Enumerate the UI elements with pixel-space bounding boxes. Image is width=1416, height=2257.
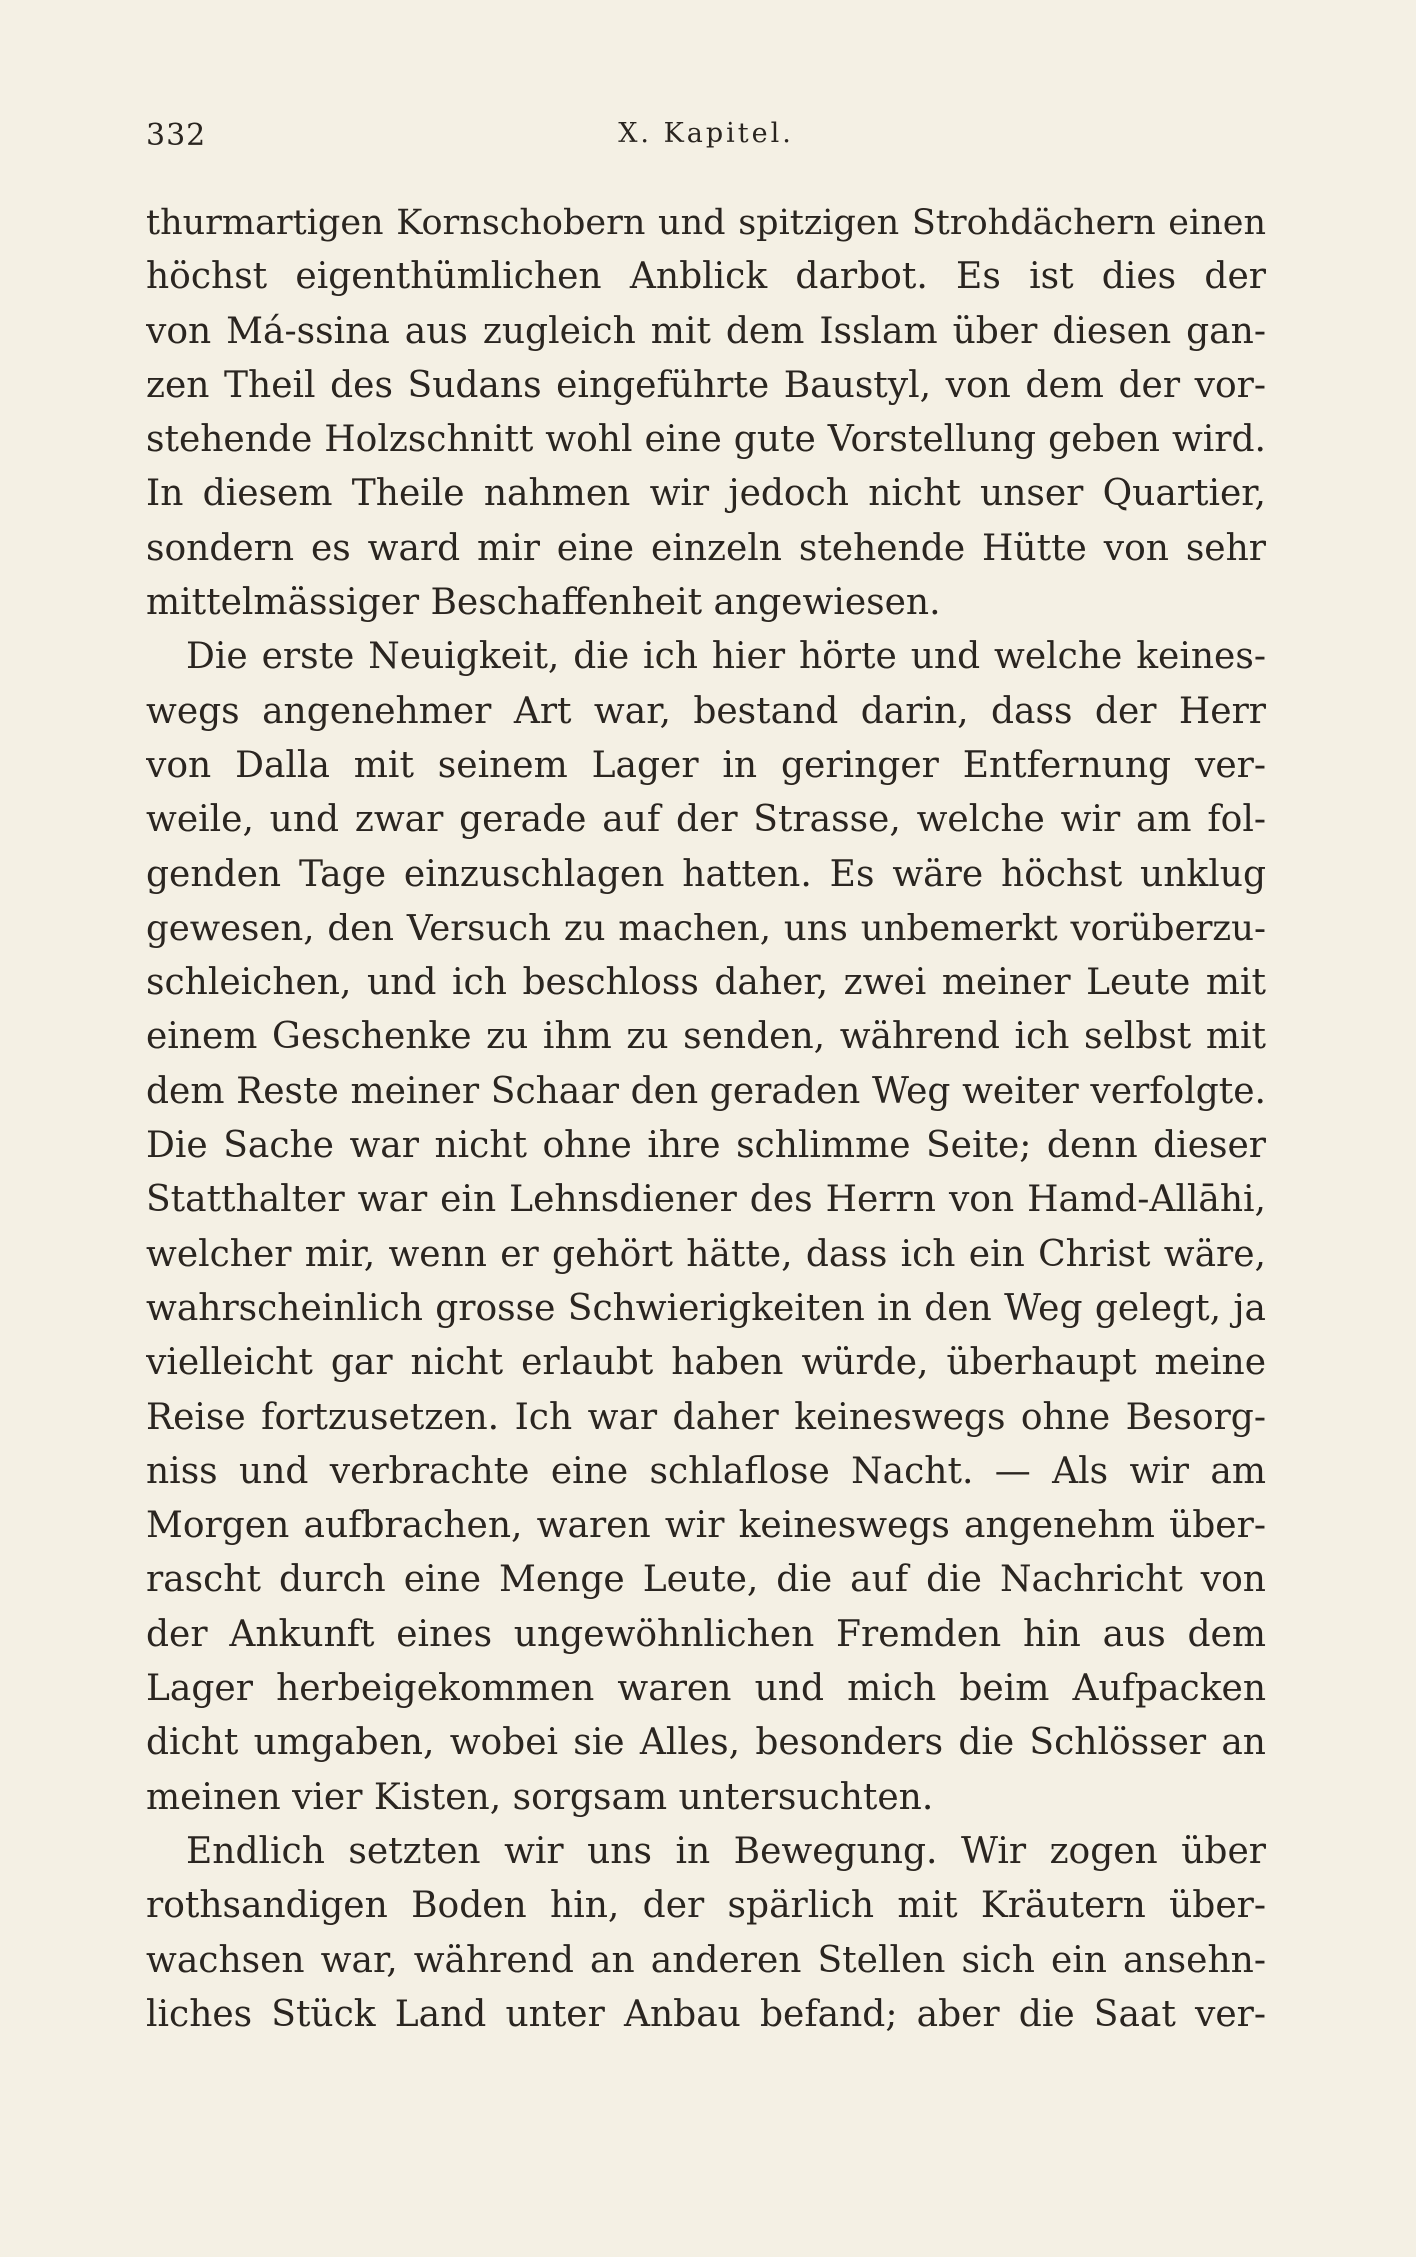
text-line: Lager herbeigekommen waren und mich beim Aufpacken (146, 1668, 1266, 1710)
text-line: der Ankunft eines ungewöhnlichen Fremden hin aus dem (146, 1613, 1266, 1655)
body-text (146, 196, 1266, 2042)
text-line: niss und verbrachte eine schlaflose Nacht. — Als wir am (146, 1450, 1266, 1492)
text-line: meinen vier Kisten, sorgsam untersuchten. (146, 1776, 934, 1818)
text-line: welcher mir, wenn er gehört hätte, dass ich ein Christ wäre, (146, 1233, 1266, 1275)
text-line: weile, und zwar gerade auf der Strasse, welche wir am fol- (146, 799, 1266, 841)
text-line: mittelmässiger Beschaffenheit angewiesen. (146, 582, 941, 624)
text-line: rascht durch eine Menge Leute, die auf die Nachricht von (146, 1559, 1266, 1601)
running-header (146, 118, 1266, 158)
text-line: wachsen war, während an anderen Stellen sich ein ansehn- (146, 1939, 1266, 1981)
text-line: höchst eigenthümlichen Anblick darbot. Es ist dies der (146, 256, 1266, 298)
page-number: 332 (146, 118, 207, 153)
text-line: thurmartigen Kornschobern und spitzigen Strohdächern einen (146, 203, 1266, 243)
text-line: dicht umgaben, wobei sie Alles, besonders die Schlösser an (146, 1722, 1266, 1764)
text-line: rothsandigen Boden hin, der spärlich mit Kräutern über- (146, 1885, 1266, 1927)
text-line: einem Geschenke zu ihm zu senden, während ich selbst mit (146, 1016, 1266, 1058)
text-line: liches Stück Land unter Anbau befand; aber die Saat ver- (146, 1993, 1266, 2035)
text-line: schleichen, und ich beschloss daher, zwei meiner Leute mit (146, 962, 1266, 1004)
text-line: Statthalter war ein Lehnsdiener des Herrn von Hamd-Allāhi, (146, 1179, 1266, 1221)
text-line: vielleicht gar nicht erlaubt haben würde, überhaupt meine (146, 1342, 1266, 1384)
text-line: von Dalla mit seinem Lager in geringer Entfernung ver- (146, 744, 1266, 786)
text-line: In diesem Theile nahmen wir jedoch nicht unser Quartier, (146, 473, 1266, 515)
text-line: Reise fortzusetzen. Ich war daher keineswegs ohne Besorg- (146, 1396, 1266, 1438)
text-line: wahrscheinlich grosse Schwierigkeiten in den Weg gelegt, ja (146, 1287, 1266, 1329)
text-line: genden Tage einzuschlagen hatten. Es wäre höchst unklug (146, 853, 1266, 895)
text-line: Morgen aufbrachen, waren wir keineswegs angenehm über- (146, 1505, 1266, 1547)
text-line: gewesen, den Versuch zu machen, uns unbemerkt vorüberzu- (146, 907, 1266, 949)
text-line: zen Theil des Sudans eingeführte Baustyl, von dem der vor- (146, 364, 1266, 406)
text-line: von Má-ssina aus zugleich mit dem Isslam über diesen gan- (146, 310, 1266, 352)
text-line: stehende Holzschnitt wohl eine gute Vorstellung geben wird. (146, 419, 1266, 461)
text-line: Die erste Neuigkeit, die ich hier hörte und welche keines- (186, 636, 1266, 678)
text-line: wegs angenehmer Art war, bestand darin, dass der Herr (146, 690, 1266, 732)
text-line: Endlich setzten wir uns in Bewegung. Wir zogen über (186, 1830, 1266, 1872)
chapter-heading: X. Kapitel. (618, 118, 794, 149)
text-line: sondern es ward mir eine einzeln stehende Hütte von sehr (146, 527, 1266, 569)
text-line: dem Reste meiner Schaar den geraden Weg weiter verfolgte. (146, 1070, 1266, 1112)
text-line: Die Sache war nicht ohne ihre schlimme Seite; denn dieser (146, 1125, 1266, 1167)
